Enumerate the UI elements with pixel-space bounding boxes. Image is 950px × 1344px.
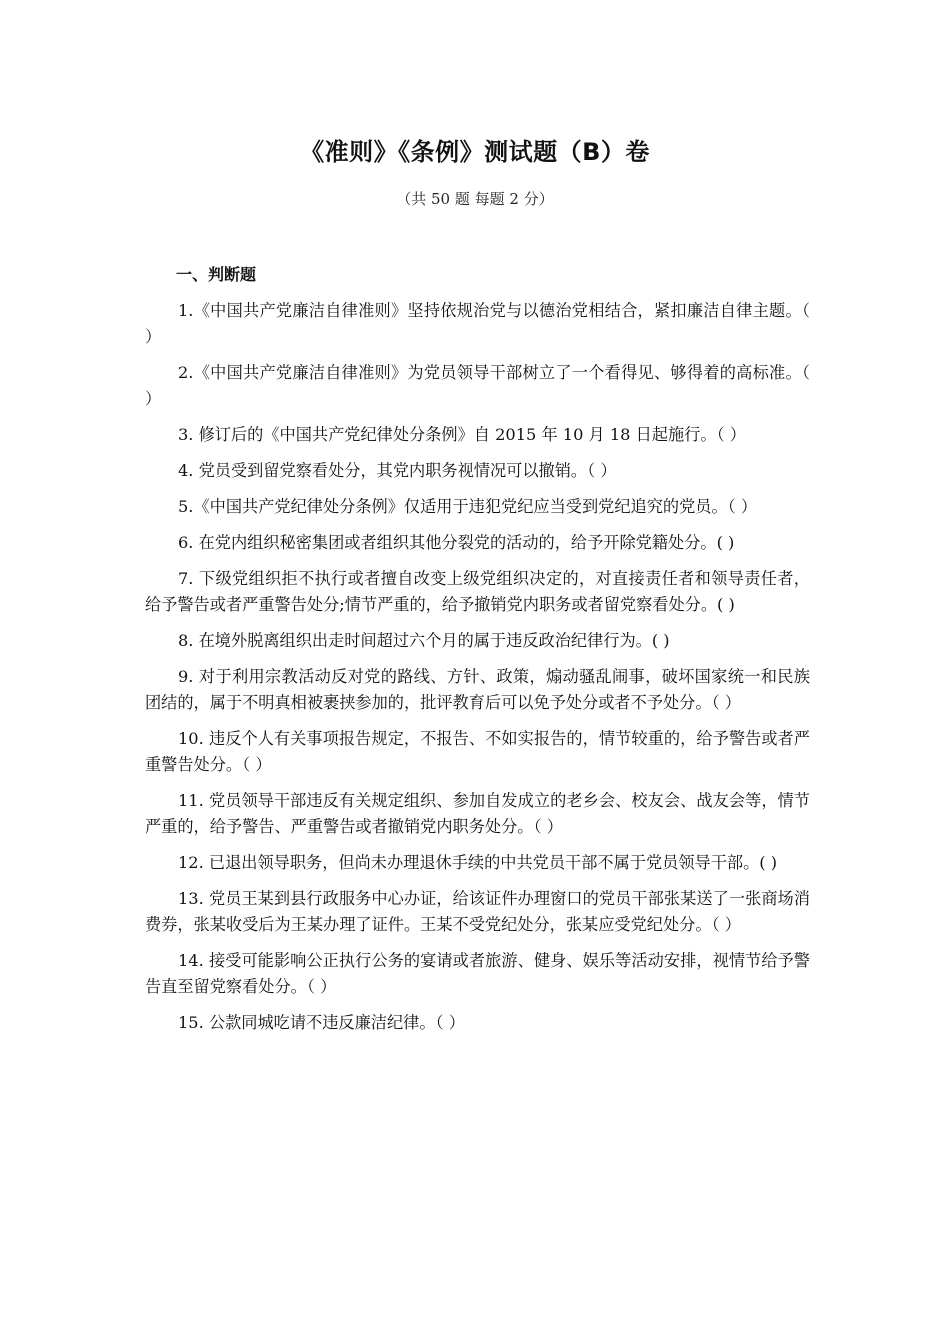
section-heading: 一、判断题 <box>176 265 257 284</box>
question-item: 3. 修订后的《中国共产党纪律处分条例》自 2015 年 10 月 18 日起施行。（ ） <box>178 425 746 444</box>
question-item: 7. 下级党组织拒不执行或者擅自改变上级党组织决定的，对直接责任者和领导责任者，给予警告或者严重警告处分;情节严重的，给予撤销党内职务或者留党察看处分。( ) <box>145 569 810 614</box>
question-item: 10. 违反个人有关事项报告规定，不报告、不如实报告的，情节较重的，给予警告或者严重警告处分。（ ） <box>145 729 810 774</box>
question-item: 11. 党员领导干部违反有关规定组织、参加自发成立的老乡会、校友会、战友会等，情节严重的，给予警告、严重警告或者撤销党内职务处分。（ ） <box>145 791 810 836</box>
document-title: 《准则》《条例》测试题（B）卷 <box>300 138 650 166</box>
question-item: 9. 对于利用宗教活动反对党的路线、方针、政策，煽动骚乱闹事，破坏国家统一和民族团结的，属于不明真相被裹挟参加的，批评教育后可以免予处分或者不予处分。（ ） <box>145 667 810 712</box>
question-item: 1.《中国共产党廉洁自律准则》坚持依规治党与以德治党相结合，紧扣廉洁自律主题。（ ） <box>145 301 810 346</box>
question-item: 5.《中国共产党纪律处分条例》仅适用于违犯党纪应当受到党纪追究的党员。（ ） <box>178 497 758 516</box>
question-item: 13. 党员王某到县行政服务中心办证，给该证件办理窗口的党员干部张某送了一张商场消费券，张某收受后为王某办理了证件。王某不受党纪处分，张某应受党纪处分。（ ） <box>145 889 810 934</box>
question-list <box>145 298 810 1046</box>
question-item: 6. 在党内组织秘密集团或者组织其他分裂党的活动的，给予开除党籍处分。( ) <box>178 533 735 552</box>
question-item: 12. 已退出领导职务，但尚未办理退休手续的中共党员干部不属于党员领导干部。( ) <box>178 853 778 872</box>
question-item: 14. 接受可能影响公正执行公务的宴请或者旅游、健身、娱乐等活动安排，视情节给予警告直至留党察看处分。（ ） <box>145 951 810 996</box>
question-item: 4. 党员受到留党察看处分，其党内职务视情况可以撤销。（ ） <box>178 461 617 480</box>
question-item: 2.《中国共产党廉洁自律准则》为党员领导干部树立了一个看得见、够得着的高标准。（ ） <box>145 363 810 408</box>
question-item: 8. 在境外脱离组织出走时间超过六个月的属于违反政治纪律行为。( ) <box>178 631 670 650</box>
document-subtitle: （共 50 题 每题 2 分） <box>396 190 554 208</box>
question-item: 15. 公款同城吃请不违反廉洁纪律。（ ） <box>178 1013 465 1032</box>
